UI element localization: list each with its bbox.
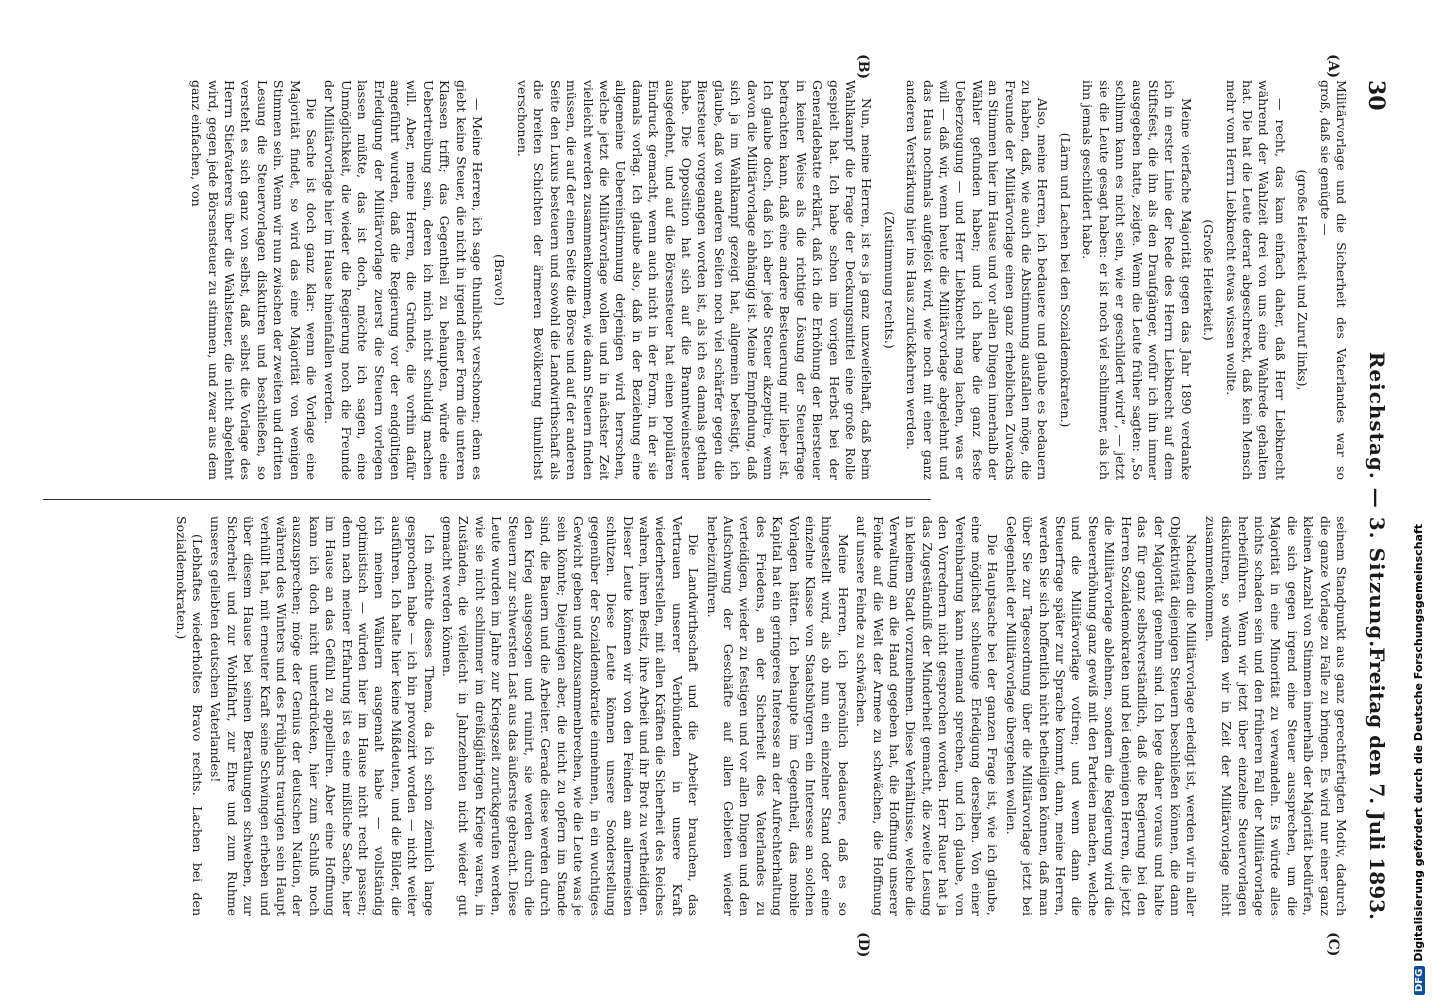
paragraph: Meine Herren, ich persönlich bedauere, daß es so hingestellt wird, als ob nun ein einzelner Stand oder eine einzelne Klasse von Staatsbürgern ein Interesse an solchen Vorlagen hätten. Ich behaupte im Gegentheil, das mobile Kapital hat ein geringeres Interesse an der Aufrechterhaltung des Friedens, an der Sicherheit des Vaterlandes zu verteidigen, wieder zu festigen und vor allen Dingen und den Aufschwung der Geschäfte auf allen Gebieten wieder herbeizuführen. [704, 516, 851, 916]
paragraph: (Bravo!) [492, 254, 508, 306]
margin-marker-c: (C) [1325, 932, 1341, 957]
margin-marker-b: (B) [855, 54, 871, 80]
paragraph: Meine vierfache Majorität gegen das Jahr 1890 verdanke ich in erster Linie der Rede des Herrn Liebknecht auf dem Stiftsfest, die ihn als den Draufgänger, wofür ich ihn immer ausgegeben hatte, zeigte. Wenn die Leute früher sagten: „So schlimm kann es nicht sein, wie er geschildert wird“, — jetzt sie die Leute gesagt haben: er ist noch viel schlimmer, als ich ihn jemals geschildert habe. [1080, 80, 1194, 480]
paragraph: (Große Heiterkeit.) [1201, 219, 1217, 341]
paragraph: — Meine Herren, ich sage thunlichst verschonen; denn es giebt keine Steuer, die nicht in irgend einer Form die unteren Klassen trifft; das Gegentheil zu behaupten, würde eine Uebertreibung sein, deren ich mich nicht schuldig machen will. Aber, meine Herren, die Gründe, die vorhin dafür angeführt wurden, daß die Regierung vor der endgültigen Erledigung der Militärvorlage zuerst die Steuern vorlegen lassen müßte, das ist doch, möchte ich sagen, eine Unmöglichkeit, die wieder die Regierung noch die Freunde der Militärvorlage hier im Hause hineinfallen werden. [322, 80, 486, 480]
paragraph: — recht, das kam einfach daher, daß Herr Liebknecht während der Wahlzeit drei von uns eine Wahlrede gehalten hat. Die hat die Leute derart abgeschreckt, daß kein Mensch mehr vom Herrn Liebknecht etwas wissen wollte. [1223, 80, 1288, 480]
page-header [1355, 20, 1405, 980]
digitization-credit [1412, 524, 1425, 995]
paragraph: Nachdem die Militärvorlage erledigt ist, werden wir in aller Objektivität diejenigen Steuern beschließen können, die dann der Majorität genehm sind. Ich lege daher voraus und halte das für ganz selbstverständlich, daß die Regierung bei den Herren Sozialdemokraten und bei denjenigen Herren, die jetzt die Militärvorlage ablehnen, sondern die Regierung wird die Steuererhöhung ganz gewiß mit den Parteien machen, welche und die Militärvorlage votiren; und wenn dann die Steuerfrage später zur Sprache kommt, dann, meine Herren, werden Sie sich hoffentlich nicht betheiligen können, daß man über Sie zur Tagesordnung über die Militärvorlage jetzt bei Gelegenheit der Militärvorlage übergehen wollen. [1003, 516, 1200, 916]
paragraph: Militärvorlage und die Sicherheit des Vaterlandes war so groß, daß sie genügte — [1317, 80, 1349, 480]
paragraph: (Zustimmung rechts.) [881, 211, 897, 349]
margin-marker-a: (A) [1325, 54, 1341, 79]
page-number: 30 [1363, 80, 1389, 111]
page-date: Freitag den 7. Juli 1893. [1365, 647, 1389, 920]
running-title: Reichstag. — 3. Sitzung. [1365, 351, 1389, 649]
margin-marker-d: (D) [855, 932, 871, 958]
column-divider [43, 499, 931, 500]
paragraph: Die Sache ist doch ganz klar: wenn die Vorlage eine Majorität findet, so wird das eine Majorität von wenigen Stimmen sein. Wenn wir nun zwischen der zweiten und dritten Lesung die Steuervorlagen diskutiren und beschließen, so versteht es sich ganz von selbst, daß selbst die Vorlage des Herrn Stiefvaterers über die Wahlsteuer, die nicht abgelehnt wird, gegen jede Börsensteuer zu stimmen, und zwar aus dem ganz einfachen, von [189, 80, 320, 480]
text-column-right [43, 516, 1349, 916]
paragraph: Die Landwirthschaft und die Arbeiter brauchen, das Vertrauen unserer Verbündeten in unsere Kraft wiederherstellen, mit allen Kräften die Sicherheit des Reiches wahren, ihren Besitz, ihre Arbeit und ihr Brot zu vertheidigen. Dieser Leute können wir von den Feinden am allermeisten schützen. Diese Leute können unsere Sonderstellung gegenüber der Sozialdemokratie einnehmen, in ein wuchtiges Gewicht geben und abzusammenbrechen, wie die Leute was je sein könnte; Diejenigen aber, die nicht zu opfern im Stande sind, die Bauern und die Arbeiter. Gerade diese werden durch den Krieg ausgesogen und ruinirt, sie werden durch die Steuern zur schwersten Last aus das äußerste gebracht. Diese Leute wurden im Jahre zur Kriegszeit zurückgerufen werden, wie sie nicht schlimmer im dreißigjährigen Kriege waren, in Zuständen, die vielleicht in Jahrzehnten nicht wieder gut gemacht werden können. [440, 516, 702, 916]
paragraph: Ich möchte dieses Thema, da ich schon ziemlich lange gesprochen habe — ich bin provozirt worden — nicht weiter ausführen. Ich halte hier keine Mißdeuten, und die Bilder, die ich meinen Wählern ausgemalt habe — vollständig optimistisch — würden hier im Hause nicht recht passen; denn nach meiner Erfahrung ist es eine mißliche Sache, hier im Hause an das Gefühl zu appelliren. Aber eine Hoffnung kann ich doch nicht unterdrücken, hier zum Schluß noch auszusprechen; möge der Genius der deutschen Nation, der während des Winters und des Frühjahrs traurigen sein Haupt verhüllt hat, mit erneuter Kraft seine Schwingen erheben und über diesem Hause bei seinen Berathungen schweben, zur Sicherheit und zur Wohlfahrt, zur Ehre und zum Ruhme unseres geliebten deutschen Vaterlandes! [208, 516, 437, 916]
paragraph: (Lärm und Lachen bei den Sozialdemokraten.) [1057, 132, 1073, 428]
text-column-left [43, 80, 1349, 480]
paragraph: (Lebhaftes wiederholtes Bravo rechts. Lachen bei den Sozialdemokraten.) [173, 516, 205, 916]
paragraph: (große Heiterkeit und Zuruf links), [1295, 169, 1311, 391]
rotated-newspaper-page [21, 20, 1411, 980]
credit-text: Digitalisierung gefördert durch die Deutsche Forschungsgemeinschaft [1412, 523, 1425, 962]
paragraph: Die Hauptsache bei der ganzen Frage ist, wie ich glaube, eine möglichst schleunige Erledigung derselben. Von einer Vereinbarung kann niemand sprechen, und ich glaube, von den Vorrednern nicht gesprochen worden. Herr Rauer hat ja das Zugeständniß der Minderheit gemacht, die zweite Lesung in kleinem Stadt vorzunehmen. Diese Verhältnisse, welche die Verwaltung an die Hand gegeben hat, die Hoffnung unserer Feinde auf die Welt der Armee zu schwächen, die Hoffnung auf unsere Feinde zu schwächen. [854, 516, 1001, 916]
paragraph: Also, meine Herren, ich bedauere und glaube es bedauern zu haben, daß, wie auch die Abstimmung ausfallen möge, die Freunde der Militärvorlage einen ganz erheblichen Zuwachs an Stimmen hier im Hause und vor allen Dingen innerhalb der Wähler gefunden haben; und ich habe die ganz feste Ueberzeugung — und Herr Liebknecht mag lachen, was er will — daß wir, wenn heute die Militärvorlage abgelehnt und das Haus nochmals aufgelöst wird, wie noch mit einer ganz anderen Verstärkung hier ins Haus zurückkehren werden. [904, 80, 1051, 480]
dfg-logo: DFG [1414, 966, 1425, 995]
paragraph: Nun, meine Herren, ist es ja ganz unzweifelhaft, daß beim Wahlkampf die Frage der Deckungsmittel eine große Rolle gespielt hat. Ich habe schon im vorigen Herbst bei der Generaldebatte erklärt, daß ich die Erhöhung der Biersteuer in keiner Weise als die richtige Lösung der Steuerfrage betrachten kann, daß eine andere Besteuerung mir lieber ist. Ich glaube doch, daß ich aber jede Steuer akzeptire, wenn davon die Militärvorlage abhängig ist. Meine Empfindung, daß sich ja im Wahlkampf gezeigt hat, allgemein befestigt, ich glaube, daß von anderen Seiten noch viel schärfer gegen die Biersteuer vorgegangen worden ist, als ich es damals gethan habe. Die Opposition hat sich auf die Branntweinsteuer ausgedehnt, und auf die Börsensteuer hat einen populären Eindruck gemacht, wenn auch nicht in der Form, in der sie damals vorlag. Ich glaube also, daß in der Beziehung eine allgemeine Uebereinstimmung derjenigen wird herrschen, welche jetzt die Militärvorlage wollen und in nächster Zeit vielleicht werden zusammenkommen, wie dann Steuern finden müssen, die auf der einen Seite die Börse und auf der anderen Seite den Luxus besteuern und sowohl die Landwirthschaft als die breiten Schichten der ärmeren Bevölkerung thunlichst verschonen. [514, 80, 875, 480]
paragraph: seinem Standpunkt aus ganz gerechtfertigten Motiv, dadurch die ganze Vorlage zu Falle zu bringen. Es wird nur einer ganz kleinen Anzahl von Stimmen innerhalb der Majorität bedürfen, die sich gegen irgend eine Steuer aussprechen, um die Majorität in eine Minorität zu verwandeln. Es würde alles nichts schaden sein und den früheren Fall der Militärvorlage herbeiführen. Wenn wir jetzt über einzelne Steuervorlagen diskutiren, so würden wir in Zeit der Militärvorlage nicht zusammenkommen. [1202, 516, 1349, 916]
